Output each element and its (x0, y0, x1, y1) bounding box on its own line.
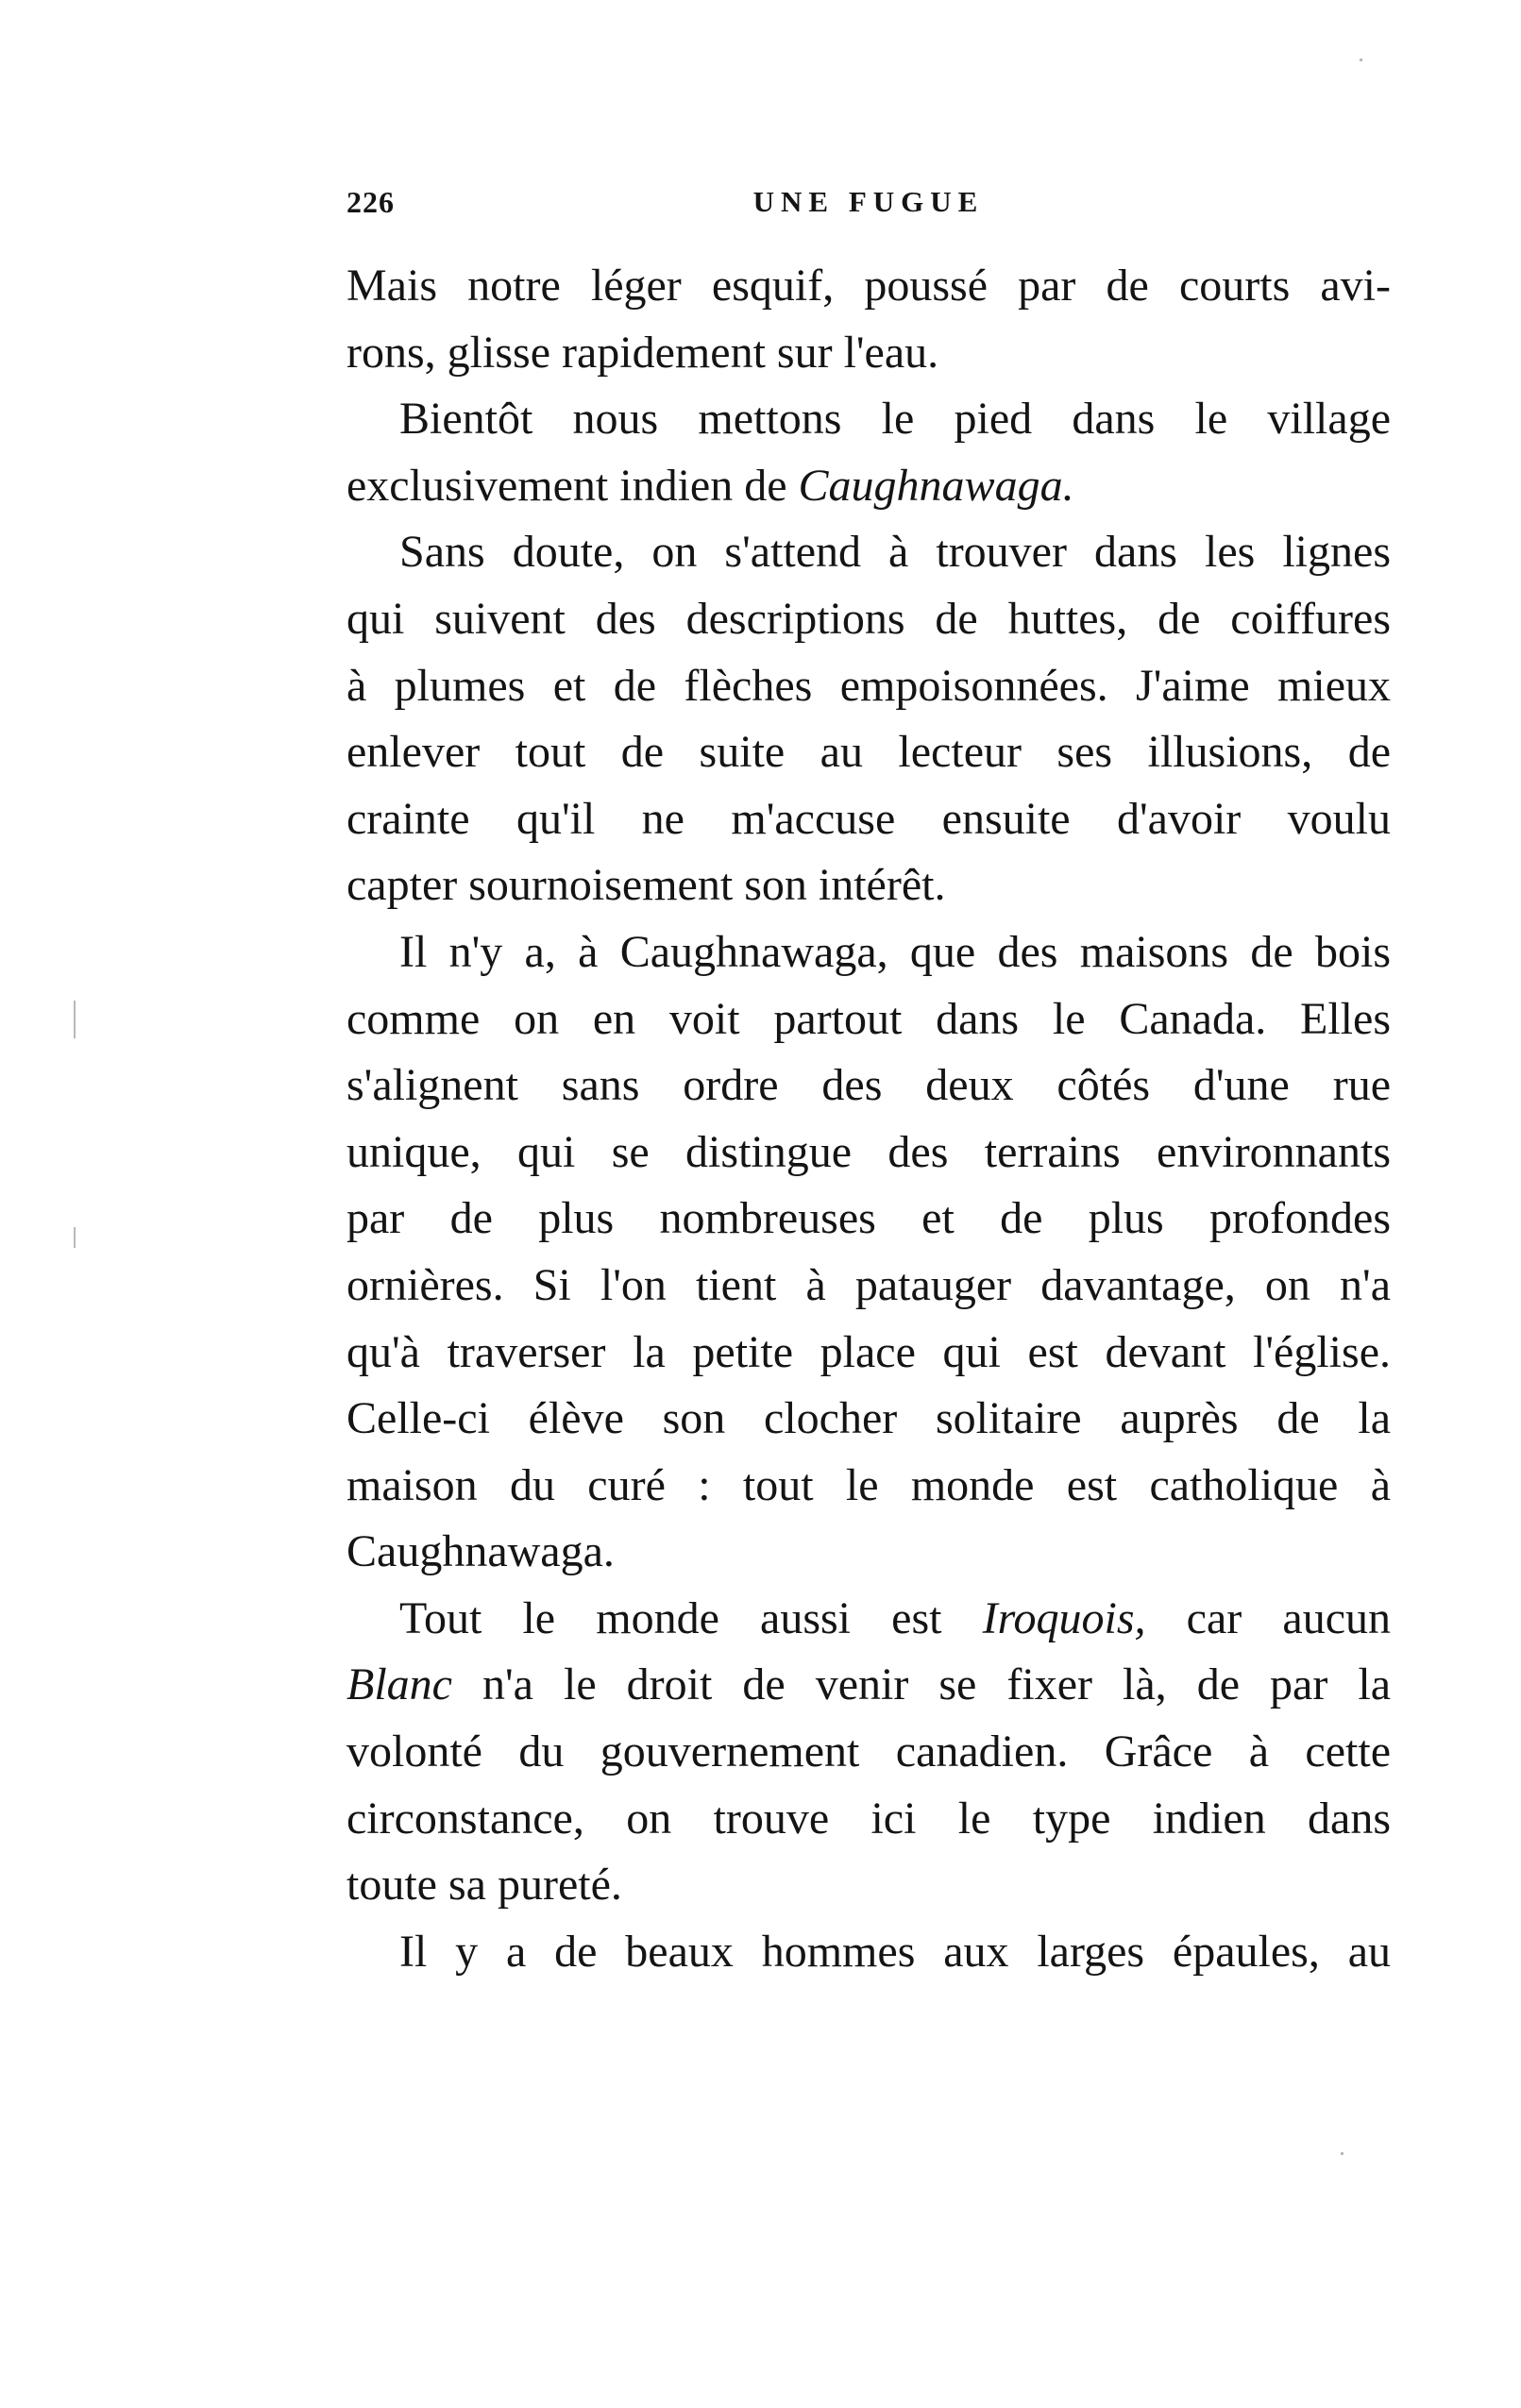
text-line (346, 1652, 1391, 1719)
text-line: Il y a de beaux hommes aux larges épaules, au (399, 1926, 1391, 1977)
text-line: qu'à traverser la petite place qui est devant l'église. (346, 1326, 1391, 1377)
body-text (346, 253, 1391, 1985)
place-name-italic: Caughnawaga. (798, 460, 1074, 511)
text-line: comme on en voit partout dans le Canada. Elles (346, 993, 1391, 1044)
text-line (346, 1586, 1391, 1653)
text-line: volonté du gouvernement canadien. Grâce à cette (346, 1726, 1391, 1777)
text-line: Il n'y a, à Caughnawaga, que des maisons de bois (399, 926, 1391, 977)
scan-speck (1360, 59, 1362, 61)
text-line: par de plus nombreuses et de plus profondes (346, 1193, 1391, 1244)
blanc-italic: Blanc (346, 1659, 452, 1710)
text-line: s'alignent sans ordre des deux côtés d'une rue (346, 1060, 1391, 1111)
text-line: ornières. Si l'on tient à patauger davantage, on n'a (346, 1259, 1391, 1310)
page-header (346, 185, 1391, 232)
scan-speck (74, 1001, 76, 1038)
text-line: Celle-ci élève son clocher solitaire auprès de la (346, 1393, 1391, 1444)
text-line: qui suivent des descriptions de huttes, de coiffures (346, 593, 1391, 644)
running-title: UNE FUGUE (752, 185, 985, 218)
text-line: enlever tout de suite au lecteur ses illusions, de (346, 727, 1391, 778)
text-line: Sans doute, on s'attend à trouver dans les lignes (399, 527, 1391, 578)
text-line: crainte qu'il ne m'accuse ensuite d'avoir voulu (346, 793, 1391, 844)
text-line (346, 453, 1391, 520)
text-span: Tout le monde aussi est (399, 1592, 983, 1643)
text-line: rons, glisse rapidement sur l'eau. (346, 327, 939, 378)
iroquois-italic: Iroquois, (982, 1592, 1146, 1643)
text-line: Caughnawaga. (346, 1526, 615, 1577)
text-span: car aucun (1145, 1592, 1391, 1643)
text-line: Mais notre léger esquif, poussé par de courts avi- (346, 261, 1391, 311)
text-line: circonstance, on trouve ici le type indien dans (346, 1793, 1391, 1844)
text-line: unique, qui se distingue des terrains environnants (346, 1126, 1391, 1177)
scan-speck (1341, 2152, 1344, 2155)
page-number: 226 (346, 185, 395, 219)
text-span: n'a le droit de venir se fixer là, de par la (451, 1659, 1391, 1710)
text-line: capter sournoisement son intérêt. (346, 860, 946, 911)
text-line: Bientôt nous mettons le pied dans le village (399, 394, 1391, 445)
scan-speck (74, 1227, 76, 1248)
text-line: maison du curé : tout le monde est catholique à (346, 1459, 1391, 1510)
text-line: toute sa pureté. (346, 1860, 622, 1911)
text-span: exclusivement indien de (346, 460, 799, 511)
text-line: à plumes et de flèches empoisonnées. J'aime mieux (346, 660, 1391, 711)
